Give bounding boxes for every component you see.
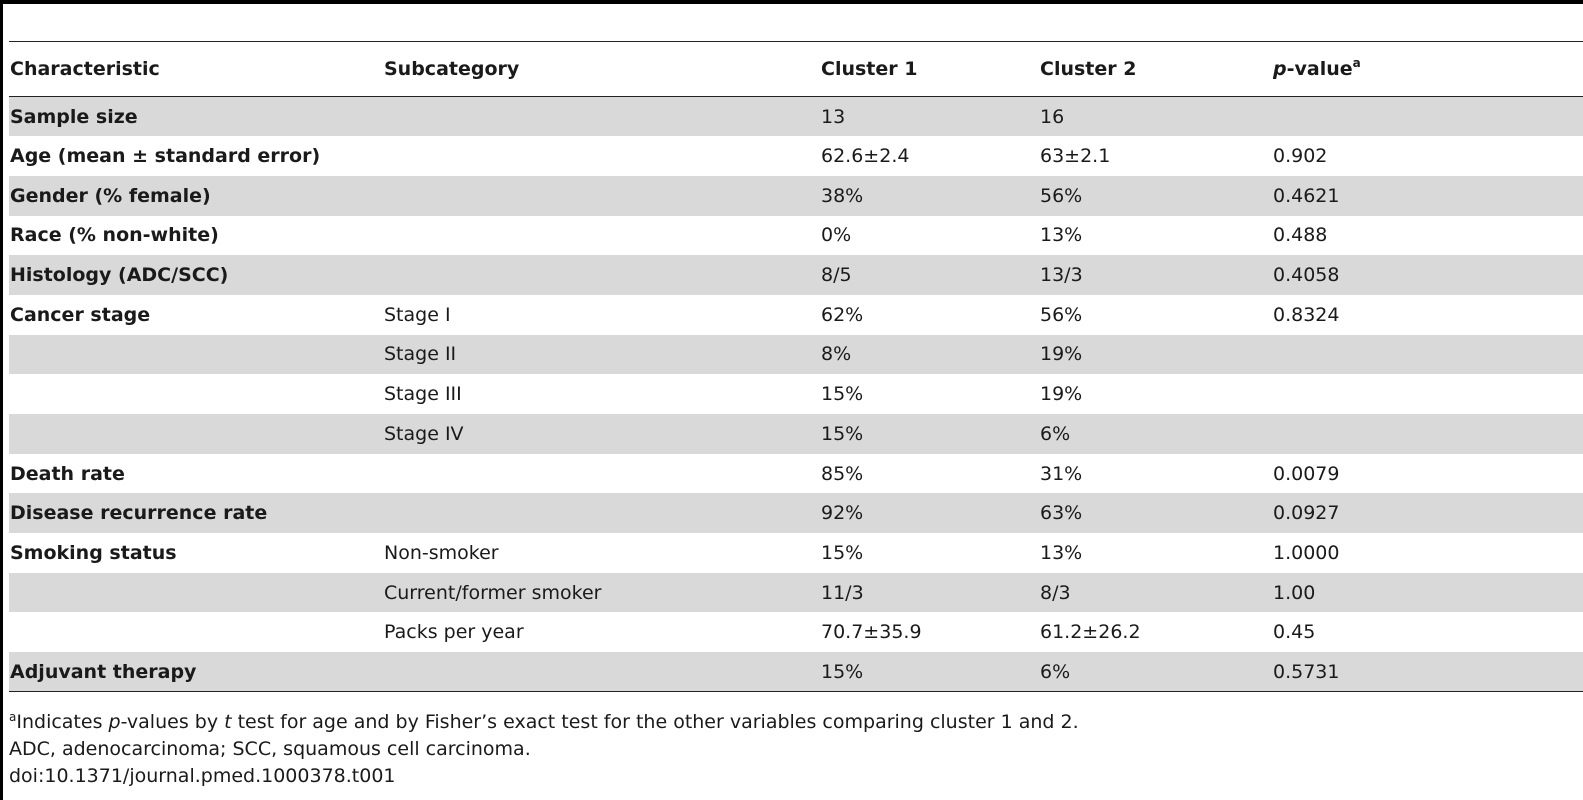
top-border-rule	[0, 0, 1583, 4]
footnote-a-text-1: Indicates	[16, 711, 109, 733]
cell-cluster1: 15%	[821, 383, 864, 406]
cell-cluster2: 61.2±26.2	[1040, 621, 1141, 644]
footnote-a	[9, 709, 1079, 736]
cell-pvalue: 1.00	[1272, 573, 1583, 613]
footnote-a-marker: a	[9, 710, 17, 724]
cell-pvalue: 0.488	[1273, 224, 1328, 247]
cell-characteristic: Sample size	[9, 97, 383, 137]
table-footnotes	[9, 709, 1079, 790]
cell-cluster1: 62%	[821, 303, 864, 326]
cell-cluster1: 13	[820, 97, 1039, 137]
cell-subcategory	[383, 652, 820, 692]
table-row	[9, 255, 1583, 295]
table-container	[9, 41, 1583, 692]
cell-cluster2: 56%	[1040, 303, 1083, 326]
cell-pvalue: 0.5731	[1272, 652, 1583, 692]
cell-subcategory: Stage II	[383, 335, 820, 375]
cell-cluster1: 85%	[821, 462, 864, 485]
cell-cluster2: 63%	[1039, 493, 1272, 533]
header-subcategory: Subcategory	[383, 42, 820, 97]
cell-characteristic: Race (% non-white)	[10, 224, 219, 247]
cell-subcategory: Stage III	[384, 383, 462, 406]
cell-cluster2: 16	[1039, 97, 1272, 137]
cell-subcategory: Packs per year	[384, 621, 524, 644]
table-row	[9, 216, 1583, 256]
cell-pvalue: 0.4621	[1272, 176, 1583, 216]
cell-cluster2: 13%	[1040, 541, 1083, 564]
table-body	[9, 97, 1583, 692]
cell-cluster2: 6%	[1039, 652, 1272, 692]
table-header	[9, 42, 1583, 97]
table-row	[9, 612, 1583, 652]
cell-cluster1: 8/5	[820, 255, 1039, 295]
cell-characteristic	[9, 414, 383, 454]
cell-pvalue	[1272, 97, 1583, 137]
cell-cluster2: 13%	[1040, 224, 1083, 247]
footnote-abbreviations: ADC, adenocarcinoma; SCC, squamous cell carcinoma.	[9, 738, 531, 760]
table-row	[9, 136, 1583, 176]
table-row	[9, 652, 1583, 692]
cell-subcategory: Stage IV	[383, 414, 820, 454]
cell-pvalue: 0.0079	[1273, 462, 1340, 485]
footnote-a-text-3: test for age and by Fisher’s exact test for the other variables comparing cluster 1 and 2.	[231, 711, 1079, 733]
footnote-doi: doi:10.1371/journal.pmed.1000378.t001	[9, 765, 396, 787]
cell-cluster2: 63±2.1	[1040, 145, 1111, 168]
cell-subcategory	[383, 136, 820, 176]
cell-characteristic	[9, 335, 383, 375]
cell-characteristic: Smoking status	[10, 541, 177, 564]
cell-characteristic: Gender (% female)	[9, 176, 383, 216]
header-cluster2: Cluster 2	[1039, 42, 1272, 97]
characteristics-table	[9, 41, 1583, 692]
cell-characteristic: Cancer stage	[10, 303, 151, 326]
cell-cluster1: 15%	[820, 414, 1039, 454]
table-row	[9, 97, 1583, 137]
cell-pvalue: 0.8324	[1273, 303, 1340, 326]
cell-cluster1: 62.6±2.4	[821, 145, 910, 168]
cell-cluster1: 38%	[820, 176, 1039, 216]
table-row	[9, 374, 1583, 414]
cell-pvalue: 1.0000	[1273, 541, 1340, 564]
footnote-a-italic-p: p	[108, 711, 121, 733]
cell-subcategory: Current/former smoker	[383, 573, 820, 613]
cell-pvalue	[1272, 414, 1583, 454]
cell-subcategory	[383, 493, 820, 533]
header-cluster1: Cluster 1	[820, 42, 1039, 97]
cell-subcategory: Stage I	[384, 303, 451, 326]
cell-subcategory	[383, 97, 820, 137]
table-row	[9, 533, 1583, 573]
header-characteristic: Characteristic	[9, 42, 383, 97]
cell-cluster2: 6%	[1039, 414, 1272, 454]
cell-cluster2: 13/3	[1039, 255, 1272, 295]
cell-characteristic	[9, 374, 383, 414]
table-row	[9, 176, 1583, 216]
cell-characteristic: Death rate	[10, 462, 125, 485]
cell-characteristic	[9, 573, 383, 613]
table-row	[9, 414, 1583, 454]
cell-cluster1: 8%	[820, 335, 1039, 375]
cell-pvalue: 0.0927	[1272, 493, 1583, 533]
cell-subcategory	[383, 216, 820, 256]
cell-subcategory: Non-smoker	[384, 541, 499, 564]
cell-characteristic: Disease recurrence rate	[9, 493, 383, 533]
cell-cluster2: 8/3	[1039, 573, 1272, 613]
header-pvalue-text: -value	[1286, 58, 1353, 80]
cell-cluster1: 92%	[820, 493, 1039, 533]
left-border-rule	[0, 0, 3, 800]
cell-pvalue	[1272, 374, 1583, 414]
table-row	[9, 573, 1583, 613]
table-row	[9, 295, 1583, 335]
footnote-a-text-2: -values by	[120, 711, 225, 733]
table-row	[9, 454, 1583, 494]
cell-characteristic: Adjuvant therapy	[9, 652, 383, 692]
cell-cluster1: 15%	[821, 541, 864, 564]
cell-subcategory	[383, 176, 820, 216]
cell-pvalue: 0.45	[1273, 621, 1316, 644]
cell-characteristic	[9, 612, 383, 652]
cell-cluster2: 19%	[1040, 383, 1083, 406]
cell-cluster2: 31%	[1040, 462, 1083, 485]
cell-subcategory	[383, 454, 820, 494]
cell-pvalue	[1272, 335, 1583, 375]
cell-cluster1: 15%	[820, 652, 1039, 692]
cell-cluster2: 56%	[1039, 176, 1272, 216]
cell-characteristic: Age (mean ± standard error)	[10, 145, 321, 168]
table-row	[9, 335, 1583, 375]
cell-characteristic: Histology (ADC/SCC)	[9, 255, 383, 295]
cell-pvalue: 0.902	[1273, 145, 1328, 168]
header-pvalue-footnote-marker: a	[1352, 56, 1361, 70]
cell-cluster1: 11/3	[820, 573, 1039, 613]
cell-pvalue: 0.4058	[1272, 255, 1583, 295]
footnote-a-italic-t: t	[224, 711, 232, 733]
cell-subcategory	[383, 255, 820, 295]
header-pvalue	[1272, 42, 1583, 97]
header-row	[9, 42, 1583, 97]
cell-cluster2: 19%	[1039, 335, 1272, 375]
table-row	[9, 493, 1583, 533]
cell-cluster1: 0%	[821, 224, 852, 247]
header-pvalue-italic: p	[1273, 58, 1287, 80]
cell-cluster1: 70.7±35.9	[821, 621, 922, 644]
